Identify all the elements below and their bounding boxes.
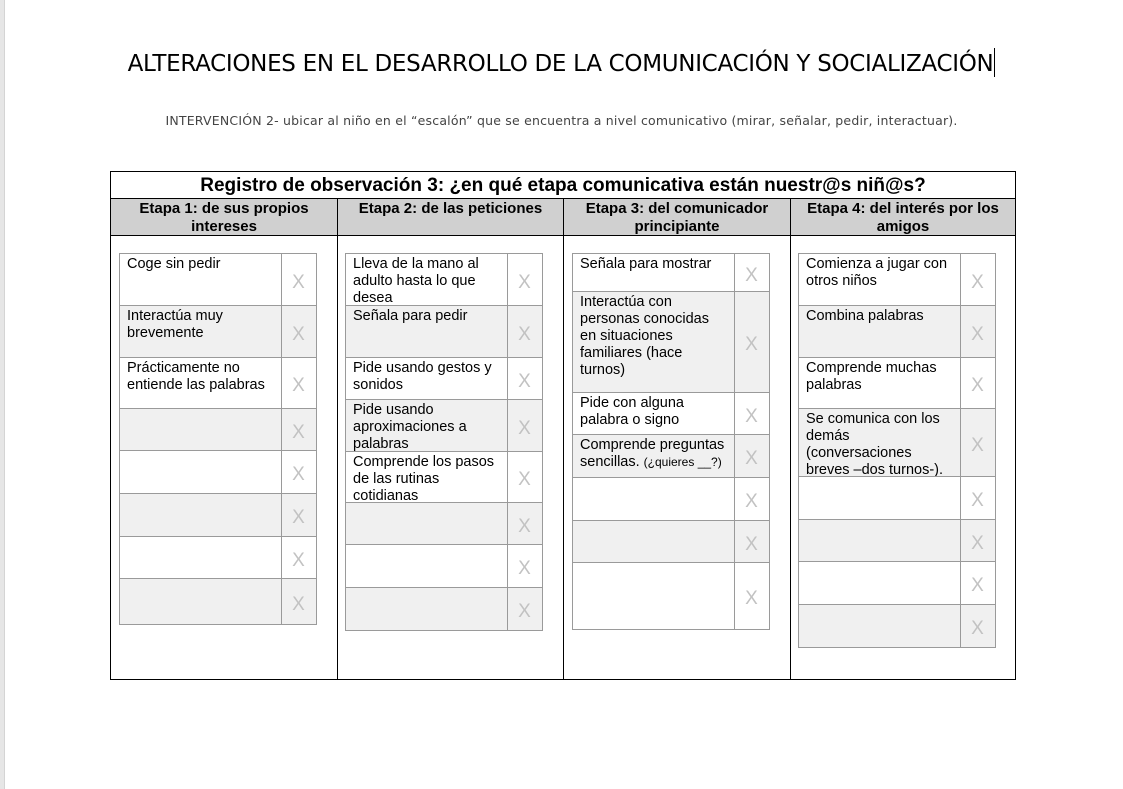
text-cursor [994, 48, 995, 77]
checklist-item-text: Pide usando aproximaciones a palabras [346, 400, 508, 451]
stage-1-checklist [119, 253, 317, 625]
checklist-row[interactable] [120, 537, 316, 579]
check-mark-cell[interactable]: X [518, 370, 531, 392]
check-mark-cell[interactable]: X [745, 405, 758, 427]
check-mark-cell[interactable]: X [971, 532, 984, 554]
checklist-row[interactable] [120, 494, 316, 537]
checklist-item-main-text: Comprende preguntas sencillas. [580, 437, 725, 470]
check-mark-cell[interactable]: X [518, 469, 531, 490]
stage-4-heading[interactable]: Etapa 4: del interés por los amigos [791, 199, 1015, 236]
check-mark-cell[interactable]: X [745, 533, 758, 555]
checklist-item-text [573, 521, 735, 562]
checklist-row[interactable] [573, 254, 769, 292]
check-mark-cell[interactable]: X [292, 464, 305, 485]
check-mark-cell[interactable]: X [292, 375, 305, 396]
checklist-item-text [346, 503, 508, 544]
checklist-item-text [799, 605, 961, 647]
check-mark-cell[interactable]: X [292, 421, 305, 443]
checklist-row[interactable] [346, 452, 542, 503]
checklist-item-text: Comienza a jugar con otros niños [799, 254, 961, 305]
checklist-item-text [799, 477, 961, 519]
checklist-row[interactable] [346, 588, 542, 630]
stage-3-checklist [572, 253, 770, 630]
checklist-row[interactable] [346, 254, 542, 306]
check-mark-cell[interactable]: X [971, 271, 984, 293]
checklist-row[interactable] [799, 520, 995, 562]
checklist-item-note: (¿quieres __?) [643, 455, 722, 469]
checklist-row[interactable] [120, 451, 316, 494]
check-mark-cell[interactable]: X [292, 549, 305, 571]
check-mark-cell[interactable]: X [745, 264, 758, 286]
checklist-item-text: Pide usando gestos y sonidos [346, 358, 508, 399]
checklist-row[interactable] [573, 393, 769, 435]
table-title[interactable]: Registro de observación 3: ¿en qué etapa comunicativa están nuestr@s niñ@s? [111, 172, 1015, 199]
checklist-row[interactable] [799, 306, 995, 358]
checklist-row[interactable] [573, 521, 769, 563]
checklist-item-text: Coge sin pedir [120, 254, 282, 305]
check-mark-cell[interactable]: X [292, 271, 305, 293]
check-mark-cell[interactable]: X [518, 601, 531, 622]
checklist-item-text [799, 562, 961, 604]
checklist-row[interactable] [120, 409, 316, 451]
checklist-row[interactable] [799, 605, 995, 647]
checklist-row[interactable] [346, 545, 542, 588]
check-mark-cell[interactable]: X [745, 448, 758, 469]
checklist-item-text [799, 520, 961, 561]
checklist-row[interactable] [346, 503, 542, 545]
checklist-item-text: Pide con alguna palabra o signo [573, 393, 735, 434]
checklist-row[interactable] [799, 477, 995, 520]
check-mark-cell[interactable]: X [971, 434, 984, 456]
column-divider [790, 199, 791, 679]
checklist-item-text [120, 409, 282, 450]
check-mark-cell[interactable]: X [292, 507, 305, 528]
stage-1-heading[interactable]: Etapa 1: de sus propios intereses [111, 199, 337, 236]
check-mark-cell[interactable]: X [292, 593, 305, 615]
checklist-item-text [573, 563, 735, 629]
checklist-row[interactable] [120, 306, 316, 358]
checklist-item-text: Comprende muchas palabras [799, 358, 961, 408]
check-mark-cell[interactable]: X [971, 490, 984, 511]
check-mark-cell[interactable]: X [971, 375, 984, 396]
stage-3-heading[interactable]: Etapa 3: del comunicador principiante [564, 199, 790, 236]
checklist-row[interactable] [799, 254, 995, 306]
checklist-row[interactable] [799, 562, 995, 605]
checklist-item-text: Prácticamente no entiende las palabras [120, 358, 282, 408]
check-mark-cell[interactable]: X [745, 334, 758, 355]
checklist-item-text [120, 451, 282, 493]
check-mark-cell[interactable]: X [745, 491, 758, 512]
checklist-item-text [120, 579, 282, 624]
check-mark-cell[interactable]: X [518, 515, 531, 537]
column-divider [337, 199, 338, 679]
checklist-row[interactable] [120, 358, 316, 409]
checklist-row[interactable] [346, 400, 542, 452]
checklist-item-text: Combina palabras [799, 306, 961, 357]
check-mark-cell[interactable]: X [745, 588, 758, 609]
checklist-row[interactable] [573, 563, 769, 629]
check-mark-cell[interactable]: X [518, 271, 531, 293]
checklist-row[interactable] [346, 358, 542, 400]
stage-2-heading[interactable]: Etapa 2: de las peticiones [338, 199, 563, 236]
check-mark-cell[interactable]: X [518, 558, 531, 579]
checklist-item-text: Se comunica con los demás (conversaciones breves –dos turnos-). [799, 409, 961, 476]
checklist-item-text: Lleva de la mano al adulto hasta lo que desea [346, 254, 508, 305]
checklist-row[interactable] [573, 292, 769, 393]
checklist-row[interactable] [120, 254, 316, 306]
checklist-item-text: Interactúa muy brevemente [120, 306, 282, 357]
checklist-item-text [346, 588, 508, 630]
stage-4-checklist [798, 253, 996, 648]
check-mark-cell[interactable]: X [971, 618, 984, 639]
checklist-item-text: Señala para pedir [346, 306, 508, 357]
column-divider [563, 199, 564, 679]
check-mark-cell[interactable]: X [518, 417, 531, 439]
checklist-item-text [120, 494, 282, 536]
checklist-row[interactable] [346, 306, 542, 358]
checklist-item-text: Interactúa con personas conocidas en situaciones familiares (hace turnos) [573, 292, 735, 392]
stage-2-checklist [345, 253, 543, 631]
observation-table [110, 171, 1016, 680]
checklist-item-text [120, 537, 282, 578]
check-mark-cell[interactable]: X [518, 323, 531, 345]
document-title[interactable]: ALTERACIONES EN EL DESARROLLO DE LA COMUNICACIÓN Y SOCIALIZACIÓN [0, 48, 1123, 77]
document-subtitle[interactable]: INTERVENCIÓN 2- ubicar al niño en el “escalón” que se encuentra a nivel comunicativo (mirar, señalar, pedir, interactuar). [165, 113, 958, 128]
checklist-row[interactable] [573, 435, 769, 478]
checklist-row[interactable] [120, 579, 316, 624]
check-mark-cell[interactable]: X [292, 323, 305, 345]
checklist-item-text [573, 435, 735, 477]
checklist-item-text: Comprende los pasos de las rutinas cotidianas [346, 452, 508, 502]
check-mark-cell[interactable]: X [971, 323, 984, 345]
check-mark-cell[interactable]: X [971, 575, 984, 596]
checklist-item-text [346, 545, 508, 587]
checklist-item-text: Señala para mostrar [573, 254, 735, 291]
checklist-row[interactable] [799, 409, 995, 477]
checklist-row[interactable] [573, 478, 769, 521]
checklist-item-text [573, 478, 735, 520]
checklist-row[interactable] [799, 358, 995, 409]
